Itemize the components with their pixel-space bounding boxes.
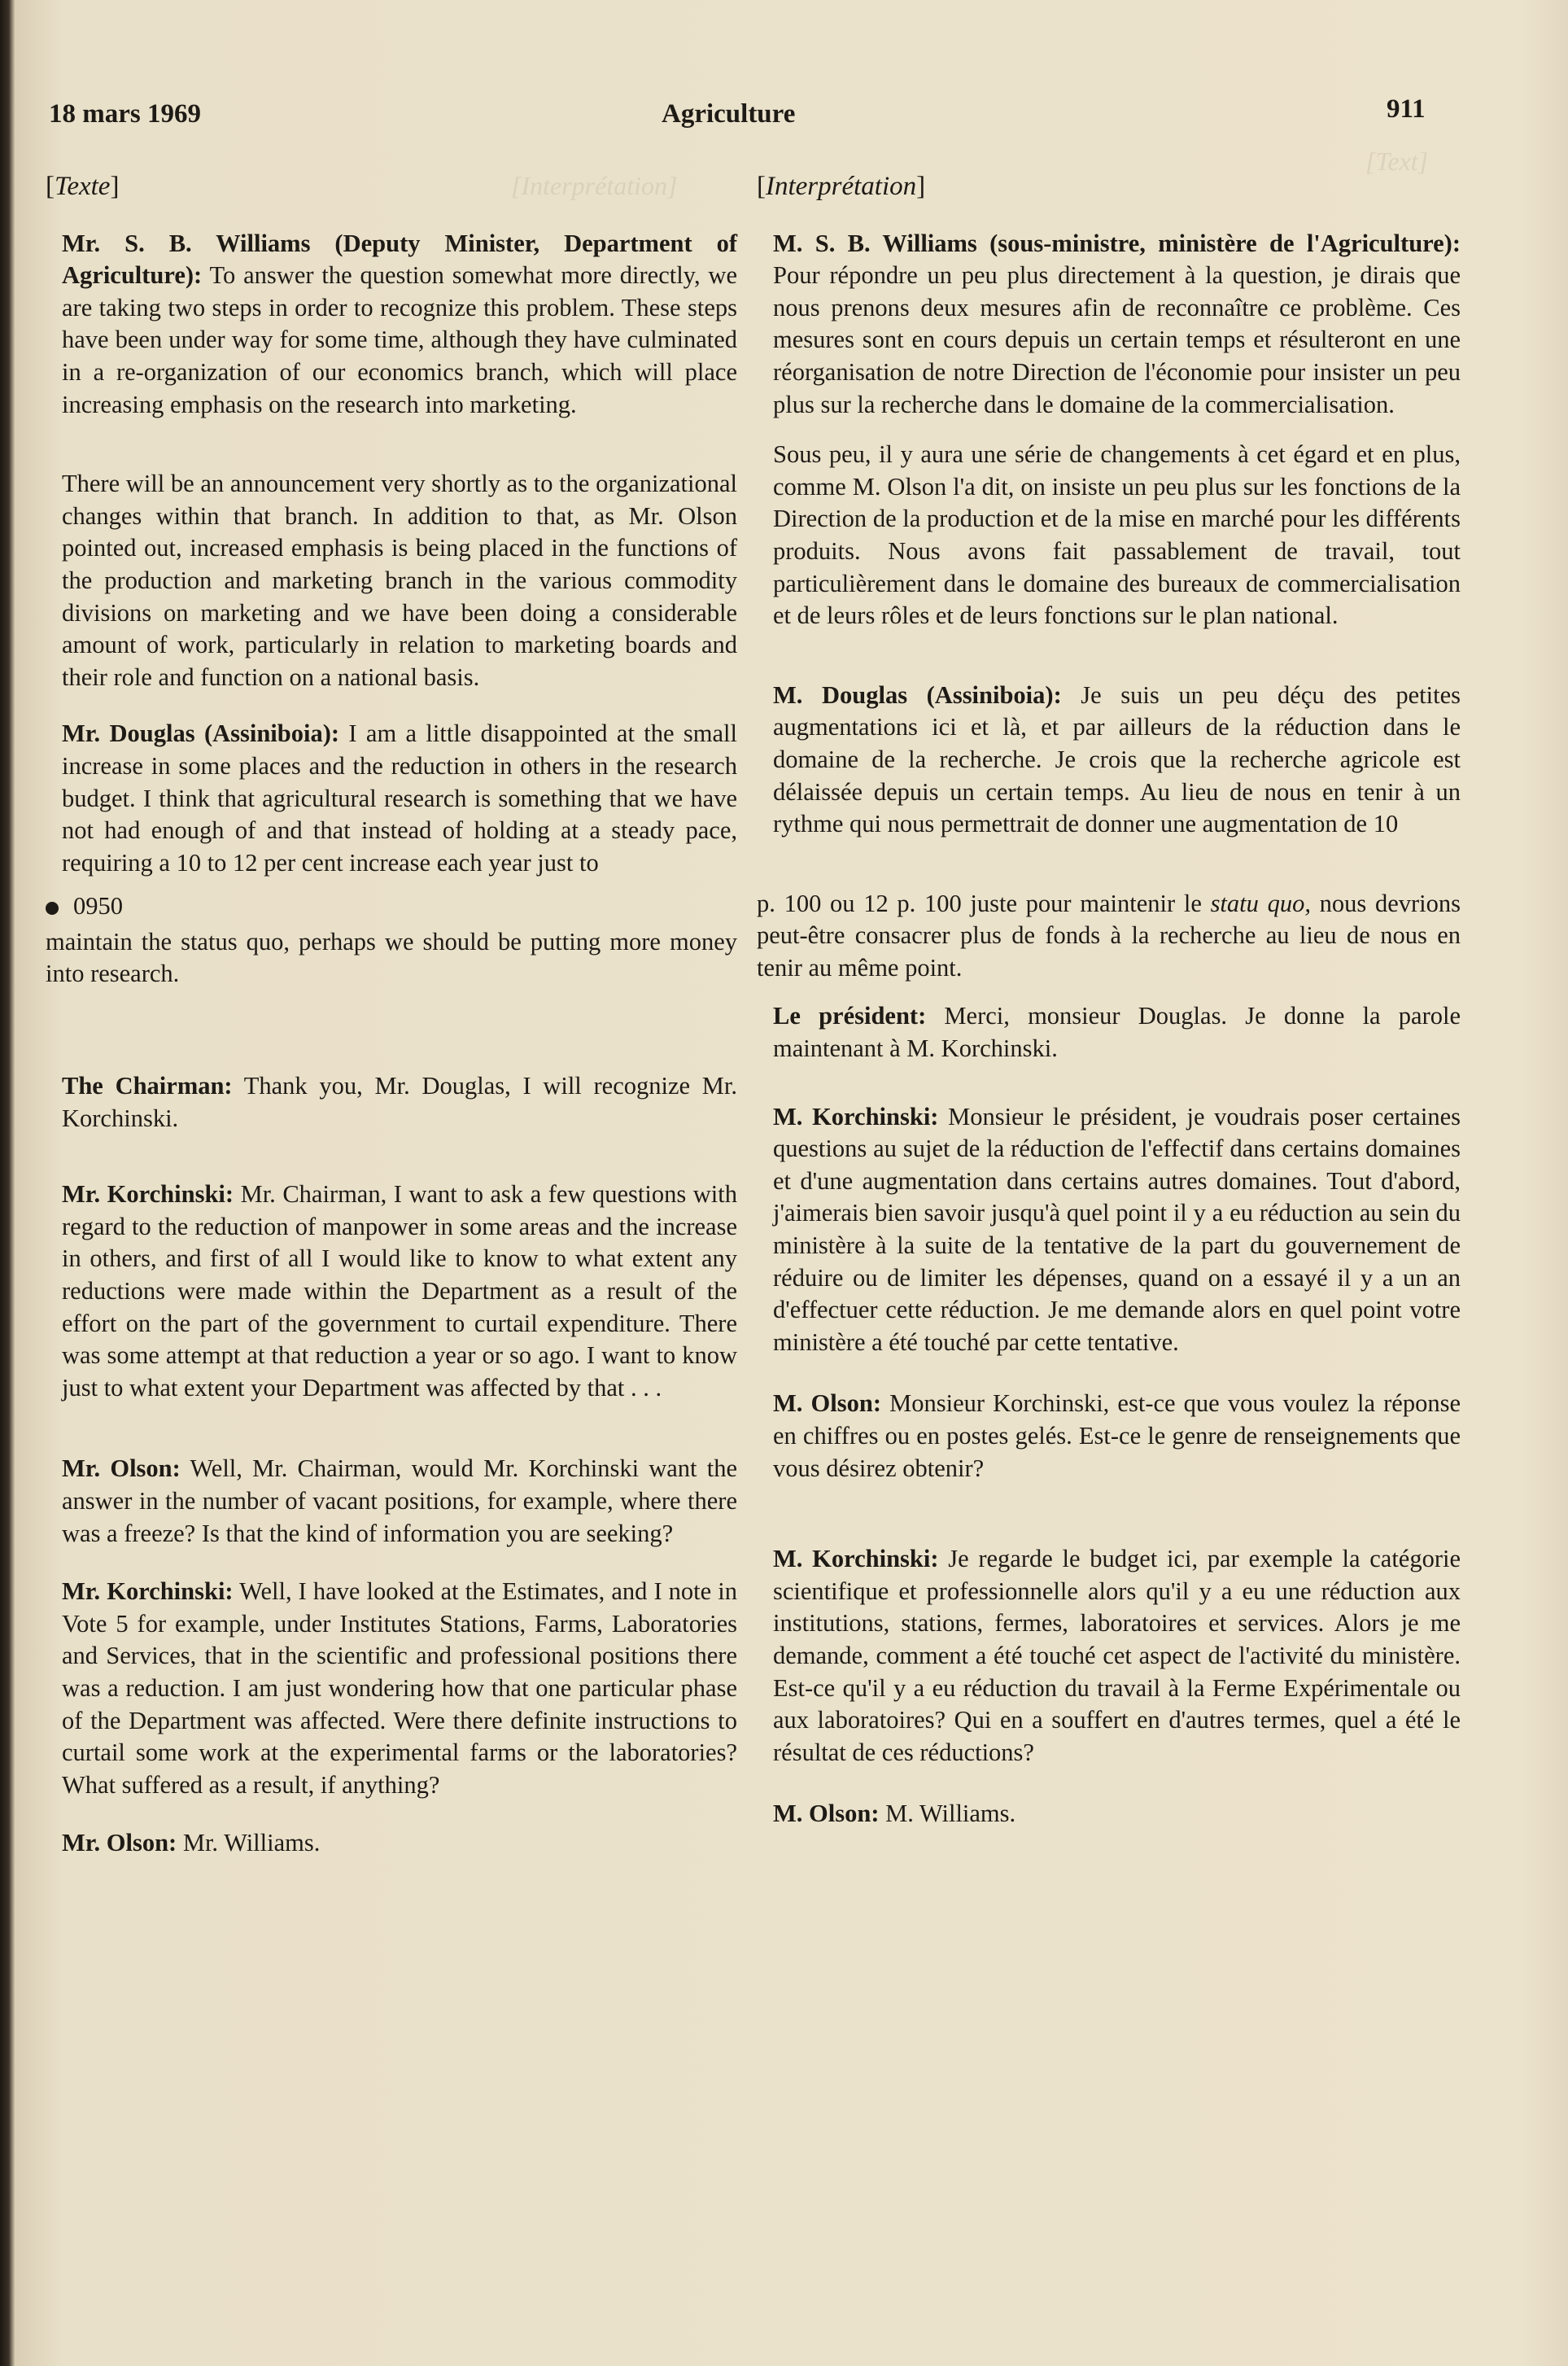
paragraph-announcement-fr: Sous peu, il y aura une série de changements à cet égard et en plus, comme M. Olson l'a dit, on insiste un peu plus sur les fonctions de la Direction de la production et de la mise en marché pour les différents produits. Nous avons fait passablement de travail, tout particulièrement dans le domaine des bureaux de commercialisation et de leurs rôles et de leurs fonctions sur le plan national.	[773, 440, 1461, 630]
show-through-bleed: [Text]	[1365, 147, 1429, 176]
running-header	[15, 94, 1568, 140]
paragraph-olson-en: Mr. Olson: Well, Mr. Chairman, would Mr. Korchinski want the answer in the number of vacant positions, for example, where there was a freeze? Is that the kind of information you are seeking?	[62, 1454, 737, 1547]
paragraph-korchinski-fr: M. Korchinski: Monsieur le président, je voudrais poser certaines questions au sujet de la réduction de l'effectif dans certains domaines et d'une augmentation dans certains autres domaines. Tout d'abord, j'aimerais bien savoir jusqu'à quel point il y a eu réduction au sein du ministère à la suite de la tentative de la part du gouvernement de réduire ou de limiter les dépenses, quand on a essayé il y a un an d'effectuer cette réduction. Je me demande alors en quel point votre ministère a été touché par cette tentative.	[773, 1102, 1461, 1356]
speaker-name: M. Korchinski:	[773, 1545, 939, 1573]
speaker-name: Mr. Olson:	[62, 1454, 181, 1483]
speaker-name: Le président:	[773, 1002, 927, 1030]
speaker-name: M. Douglas (Assiniboia):	[773, 680, 1062, 709]
paragraph-chairman-en: The Chairman: Thank you, Mr. Douglas, I will recognize Mr. Korchinski.	[62, 1072, 737, 1132]
speaker-name: M. Olson:	[773, 1800, 880, 1828]
speaker-name: Mr. S. B. Williams (Deputy Minister, Department of Agriculture):	[62, 229, 737, 290]
paragraph-announcement-en: There will be an announcement very shortly as to the organizational changes within that branch. In addition to that, as Mr. Olson pointed out, increased emphasis is being placed in the functions of the production and marketing branch in the various commodity divisions on marketing and we have been doing a considerable amount of work, particularly in relation to marketing boards and their role and function on a national basis.	[62, 470, 737, 691]
column-label-texte: [Texte]	[46, 172, 120, 201]
bullet-icon	[46, 902, 59, 915]
book-spine-shadow	[0, 0, 15, 2366]
speaker-name: Mr. Douglas (Assiniboia):	[62, 719, 340, 748]
paragraph-douglas-en: Mr. Douglas (Assiniboia): I am a little disappointed at the small increase in some places and the reduction in others in the research budget. I think that agricultural research is something that we have not had enough of and that instead of holding at a steady pace, requiring a 10 to 12 per cent increase each year just to	[62, 719, 737, 877]
paragraph-olson2-en: Mr. Olson: Mr. Williams.	[62, 1829, 321, 1857]
paragraph-douglas-cont-fr: p. 100 ou 12 p. 100 juste pour maintenir le statu quo, nous devrions peut-être consacrer plus de fonds à la recherche au lieu de nous en tenir au même point.	[757, 889, 1461, 982]
header-date: 18 mars 1969	[49, 99, 201, 129]
speaker-name: Mr. Olson:	[62, 1829, 177, 1857]
paragraph-korchinski2-fr: M. Korchinski: Je regarde le budget ici, par exemple la catégorie scientifique et professionnelle alors qu'il y a eu une réduction aux institutions, stations, fermes, laboratoires et services. Alors je me demande, comment a été touché cet aspect de l'activité du ministère. Est-ce qu'il y a eu réduction du travail à la Ferme Expérimentale ou aux laboratoires? Qui en a souffert en d'autres termes, quel a été le résultat de ces réductions?	[773, 1545, 1461, 1766]
paragraph-olson2-fr: M. Olson: M. Williams.	[773, 1800, 1016, 1828]
speaker-name: Mr. Korchinski:	[62, 1577, 234, 1606]
header-section-title: Agriculture	[662, 99, 796, 129]
show-through-bleed: [Interprétation]	[511, 171, 678, 200]
column-english	[46, 171, 737, 1860]
paragraph-korchinski2-en: Mr. Korchinski: Well, I have looked at the Estimates, and I note in Vote 5 for example, under Institutes Stations, Farms, Laboratories and Services, that in the scientific and professional positions there was a reduction. I am just wondering how that one particular phase of the Department was affected. Were there definite instructions to curtail some work at the experimental farms or the laboratories? What suffered as a result, if anything?	[62, 1577, 737, 1799]
paragraph-korchinski-en: Mr. Korchinski: Mr. Chairman, I want to ask a few questions with regard to the reduction of manpower in some areas and the increase in others, and first of all I would like to know to what extent any reductions were made within the Department as a result of the effort on the part of the government to curtail expenditure. There was some attempt at that reduction a year or so ago. I want to know just to what extent your Department was affected by that . . .	[62, 1180, 737, 1402]
speaker-name: The Chairman:	[62, 1072, 233, 1100]
paragraph-douglas-fr: M. Douglas (Assiniboia): Je suis un peu déçu des petites augmentations ici et là, et par ailleurs de la réduction dans le domaine de la recherche. Je crois que la recherche agricole est délaissée depuis un certain temps. Au lieu de nous en tenir à un rythme qui nous permettrait de donner une augmentation de 10	[773, 680, 1461, 838]
paragraph-president-fr: Le président: Merci, monsieur Douglas. Je donne la parole maintenant à M. Korchinski.	[773, 1002, 1461, 1063]
speaker-name: M. Korchinski:	[773, 1102, 939, 1131]
column-french	[757, 171, 1461, 1830]
speaker-name: M. S. B. Williams (sous-ministre, ministère de l'Agriculture):	[773, 229, 1461, 257]
paragraph-douglas-cont-en: maintain the status quo, perhaps we should be putting more money into research.	[46, 927, 737, 988]
speaker-name: M. Olson:	[773, 1389, 881, 1418]
paragraph-olson-fr: M. Olson: Monsieur Korchinski, est-ce que vous voulez la réponse en chiffres ou en postes gelés. Est-ce le genre de renseignements que vous désirez obtenir?	[773, 1389, 1461, 1482]
time-marker: 0950	[46, 890, 737, 923]
paragraph-williams-fr: M. S. B. Williams (sous-ministre, ministère de l'Agriculture): Pour répondre un peu plus directement à la question, je dirais que nous prenons deux mesures afin de reconnaître ce problème. Ces mesures sont en cours depuis un certain temps et résulteront en une réorganisation de notre Direction de l'économie pour insister un peu plus sur la recherche dans le domaine de la commercialisation.	[773, 229, 1461, 418]
speaker-name: Mr. Korchinski:	[62, 1180, 234, 1209]
paragraph-williams-en: Mr. S. B. Williams (Deputy Minister, Department of Agriculture): To answer the question somewhat more directly, we are taking two steps in order to recognize this problem. These steps have been under way for some time, although they have culminated in a re-organization of our economics branch, which will place increasing emphasis on the research into marketing.	[62, 229, 737, 418]
page-number: 911	[1387, 94, 1426, 124]
document-page	[15, 0, 1568, 2366]
column-label-interpretation: [Interprétation]	[757, 172, 926, 201]
